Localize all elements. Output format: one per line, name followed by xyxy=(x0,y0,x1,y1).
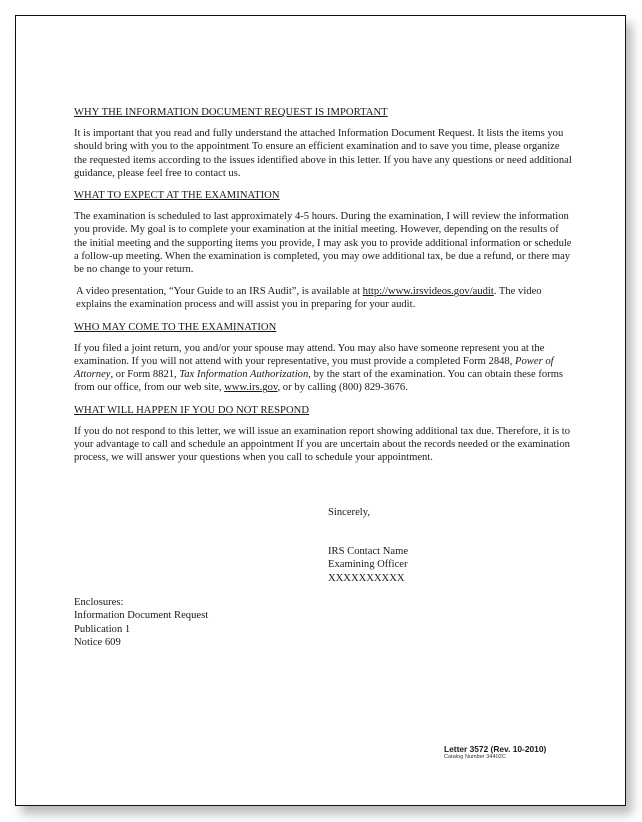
letter-page xyxy=(15,15,626,806)
enclosure-item: Publication 1 xyxy=(74,623,131,635)
text: , or by calling (800) 829-3676. xyxy=(277,382,408,394)
paragraph: The examination is scheduled to last approximately 4-5 hours. During the examination, I will review the information you provide. My goal is to complete your examination at the initial meeting. However, depending on the results of the initial meeting and the supporting items you provide, I may ask you to provide additional information or schedule a follow-up meeting. When the examination is completed, you may owe additional tax, be due a refund, or there may be no change to your return. xyxy=(74,211,572,276)
enclosures-block xyxy=(74,596,208,650)
section-heading: WHY THE INFORMATION DOCUMENT REQUEST IS IMPORTANT xyxy=(74,107,388,118)
section-what-to-expect xyxy=(74,189,574,312)
closing: Sincerely, xyxy=(328,507,370,518)
video-text-after: . The video explains the examination process and will assist you in preparing for your audit. xyxy=(76,286,542,311)
form-id: Letter 3572 (Rev. 10-2010) xyxy=(444,744,547,754)
section-heading: WHO MAY COME TO THE EXAMINATION xyxy=(74,321,277,333)
text: If you filed a joint return, you and/or your spouse may attend. You may also have someone represent you at the examination. If you will not attend with your representative, you must provide a completed Form 2848, xyxy=(74,342,545,368)
paragraph: It is important that you read and fully understand the attached Information Document Request. It lists the items you should bring with you to the appointment To ensure an efficient examination and to save you time, please organize the requested items according to the issues identified above in this letter. If you have any questions or need additional guidance, please feel free to contact us. xyxy=(74,128,572,179)
paragraph xyxy=(74,342,574,395)
irs-videos-link[interactable]: http://www.irsvideos.gov/audit xyxy=(362,286,494,298)
section-heading: WHAT TO EXPECT AT THE EXAMINATION xyxy=(74,190,280,202)
form-2848-title: Power of Attorney xyxy=(74,356,554,381)
section-no-response xyxy=(74,404,574,465)
catalog-number: Catalog Number 34402C xyxy=(444,754,506,760)
video-paragraph xyxy=(74,285,574,311)
signer-id: XXXXXXXXXX xyxy=(328,572,405,584)
video-text-before: A video presentation, “Your Guide to an IRS Audit”, is available at xyxy=(76,286,363,298)
form-8821-title: Tax Information Authorization xyxy=(179,369,309,381)
signer-name: IRS Contact Name xyxy=(328,546,409,558)
paragraph: If you do not respond to this letter, we will issue an examination report showing additional tax due. Therefore, it is to your advantage to call and schedule an appointment If you are uncertain about the records needed or the examination process, we will answer your questions when you call to schedule your appointment. xyxy=(74,425,571,464)
text: , by the start of the examination. You can obtain these forms from our office, from our web site, xyxy=(74,369,564,394)
enclosure-item: Notice 609 xyxy=(74,637,121,649)
signature-block xyxy=(328,506,408,585)
enclosures-label: Enclosures: xyxy=(74,597,124,608)
section-who-may-come xyxy=(74,321,574,395)
section-why-idr-important xyxy=(74,106,574,180)
text: , or Form 8821, xyxy=(110,369,180,381)
section-heading: WHAT WILL HAPPEN IF YOU DO NOT RESPOND xyxy=(74,404,310,416)
enclosure-item: Information Document Request xyxy=(74,610,209,622)
signer-title: Examining Officer xyxy=(328,559,408,571)
irs-website-link[interactable]: www.irs.gov xyxy=(224,382,278,394)
letter-body xyxy=(74,106,574,473)
form-footer xyxy=(444,744,546,761)
